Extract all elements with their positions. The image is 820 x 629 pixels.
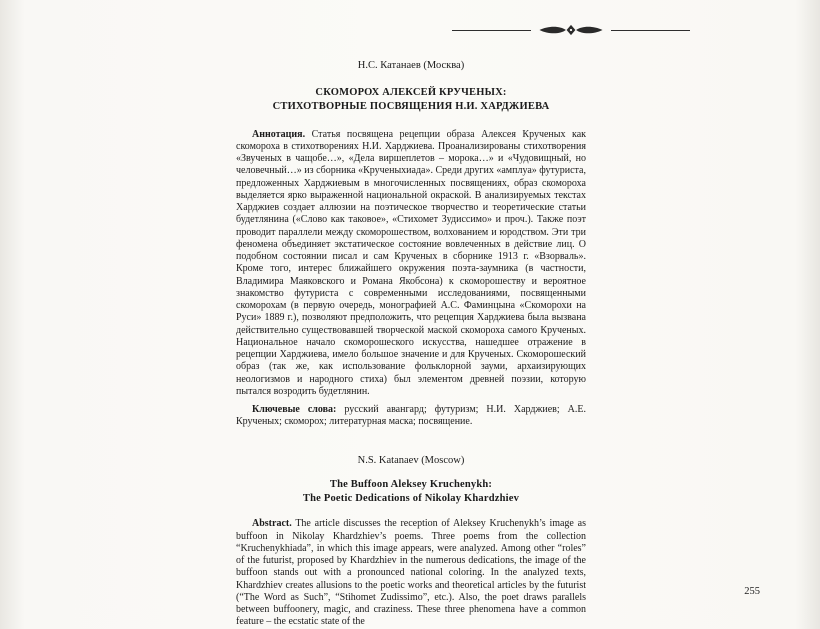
ru-title-line-2: СТИХОТВОРНЫЕ ПОСВЯЩЕНИЯ Н.И. ХАРДЖИЕВА bbox=[272, 100, 550, 112]
ru-title-line-1: СКОМОРОХ АЛЕКСЕЙ КРУЧЕНЫХ: bbox=[315, 87, 507, 98]
en-title-line-2: The Poetic Dedications of Nikolay Khardzhiev bbox=[302, 492, 520, 504]
ru-article-title bbox=[236, 86, 586, 114]
header-rule-right bbox=[611, 30, 690, 31]
en-article-title bbox=[236, 478, 586, 506]
en-title-line-1: The Buffoon Aleksey Kruchenykh: bbox=[329, 478, 493, 490]
ru-abstract-label: Аннотация. bbox=[252, 128, 306, 140]
en-abstract-label: Abstract. bbox=[252, 518, 292, 530]
ru-keywords-text: русский авангард; футуризм; Н.И. Харджиев; А.Е. Крученых; скоморох; литературная маска; посвящение. bbox=[236, 404, 586, 428]
text-column bbox=[236, 0, 586, 629]
ru-abstract bbox=[236, 129, 586, 399]
ru-keywords-label: Ключевые слова: bbox=[252, 404, 337, 416]
en-abstract bbox=[236, 518, 586, 628]
ru-abstract-text: Статья посвящена рецепции образа Алексея Крученых как скомороха в стихотворениях Н.И. Харджиева. Проанализированы стихотворения «Звученых в чащобе…», «Дела виршеплетов – морока…» и «Чудовищный, но человечный…» из сборника «Крученыхиада». Среди других «амплуа» футуриста, предложенных Харджиевым в многочисленных посвящениях, образ скомороха выделяется ярко выраженной национальной окраской. В анализируемых текстах Харджиев создает аллюзии на поэтическое творчество и теоретические статьи будетлянина («Слово как таковое», «Стихомет Зудиссимо» и проч.). Также поэт проводит параллели между скоморошеством, волхованием и юродством. Эти три феномена объединяет экстатическое состояние вовлеченных в действие лиц. О подобном состоянии писал и сам Крученых в сборнике 1913 г. «Взорваль». Кроме того, интерес ближайшего окружения поэта-заумника (в частности, Владимира Маяковского и Романа Якобсона) к скоморошеству и вероятное знакомство футуриста с современными исследованиями, посвященными скоморохам (в первую очередь, монографией А.С. Фаминцына «Скоморохи на Руси» 1889 г.), позволяют предположить, что рецепция Харджиева была вызвана действительно существовавшей творческой маской скомороха самого Крученых. Национальное начало скоморошеского искусства, нашедшее отражение в рецепции Харджиева, имело большое значение и для Крученых. Скоморошеский образ (так же, как использование фольклорной зауми, архаизирующих неологизмов и народного стиха) был элементом древней поэзии, которую пытался возродить будетлянин. bbox=[236, 128, 587, 397]
en-author-line: N.S. Katanaev (Moscow) bbox=[357, 454, 465, 466]
ru-author-line: Н.С. Катанаев (Москва) bbox=[357, 60, 465, 71]
page-number: 255 bbox=[744, 586, 760, 597]
en-abstract-text: The article discusses the reception of Aleksey Kruchenykh’s image as buffoon in Nikolay Khardzhiev’s poems. Three poems from the collection “Kruchenykhiada”, in which this image appears, were analyzed. Among other “roles” of the futurist, proposed by Khardzhiev in the numerous dedications, the image of the buffoon stands out with a pronounced national coloring. In the analyzed texts, Khardzhiev creates allusions to the poetic works and theoretical articles by the futurist (“The Word as Such”, “Stihomet Zudissimo”, etc.). Also, the poet draws parallels between buffoonery, magic, and craziness. These three phenomena have a common feature – the ecstatic state of the bbox=[236, 518, 586, 628]
ru-keywords bbox=[236, 404, 586, 429]
